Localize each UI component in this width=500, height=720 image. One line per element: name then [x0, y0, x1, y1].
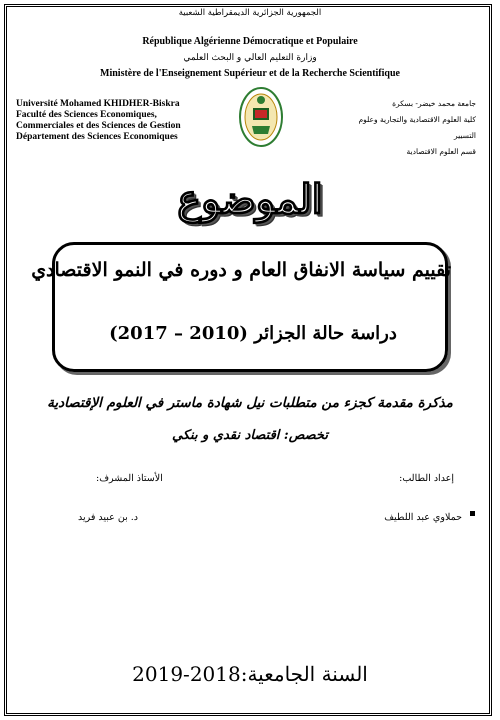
- topic-heading: الموضوع: [177, 176, 323, 223]
- prepared-by-label: إعداد الطالب:: [399, 473, 454, 484]
- republic-arabic: الجمهورية الجزائرية الديمقراطية الشعبية: [178, 8, 322, 18]
- thesis-title: تقييم سياسة الانفاق العام و دوره في النمو الاقتصادي: [31, 259, 451, 281]
- university-name-ar: جامعة محمد خيضر- بسكرة: [392, 99, 476, 108]
- ministry-french: Ministère de l'Enseignement Supérieur et de la Recherche Scientifique: [100, 68, 400, 79]
- faculty-name-fr-cont: Commerciales et des Sciences de Gestion: [16, 121, 181, 131]
- university-logo-icon: [238, 86, 284, 148]
- supervisor-label: الأستاذ المشرف:: [96, 473, 163, 484]
- ministry-arabic: وزارة التعليم العالي و البحث العلمي: [183, 53, 317, 63]
- supervisor-name: د. بن عبيد فريد: [78, 512, 138, 523]
- university-info-arabic: [336, 96, 476, 160]
- academic-year: السنة الجامعية:2018-2019: [132, 662, 368, 686]
- student-name: حملاوي عبد اللطيف: [384, 512, 462, 523]
- university-info-french: [16, 99, 226, 143]
- department-name-fr: Département des Sciences Economiques: [16, 132, 178, 142]
- thesis-title-box: [31, 242, 451, 372]
- faculty-name-fr: Faculté des Sciences Economiques,: [16, 110, 157, 120]
- faculty-name-ar: كلية العلوم الاقتصادية والتجارية وعلوم التسيير: [358, 115, 476, 140]
- specialization: تخصص: اقتصاد نقدي و بنكي: [172, 428, 328, 443]
- department-name-ar: قسم العلوم الاقتصادية: [406, 147, 476, 156]
- university-name-fr: Université Mohamed KHIDHER-Biskra: [16, 99, 180, 109]
- memo-description: مذكرة مقدمة كجزء من متطلبات نيل شهادة ماستر في العلوم الإقتصادية: [47, 395, 453, 411]
- republic-french: République Algérienne Démocratique et Populaire: [142, 36, 358, 47]
- thesis-case-study: دراسة حالة الجزائر (2010 – 2017): [109, 323, 397, 344]
- bullet-icon: [470, 511, 475, 516]
